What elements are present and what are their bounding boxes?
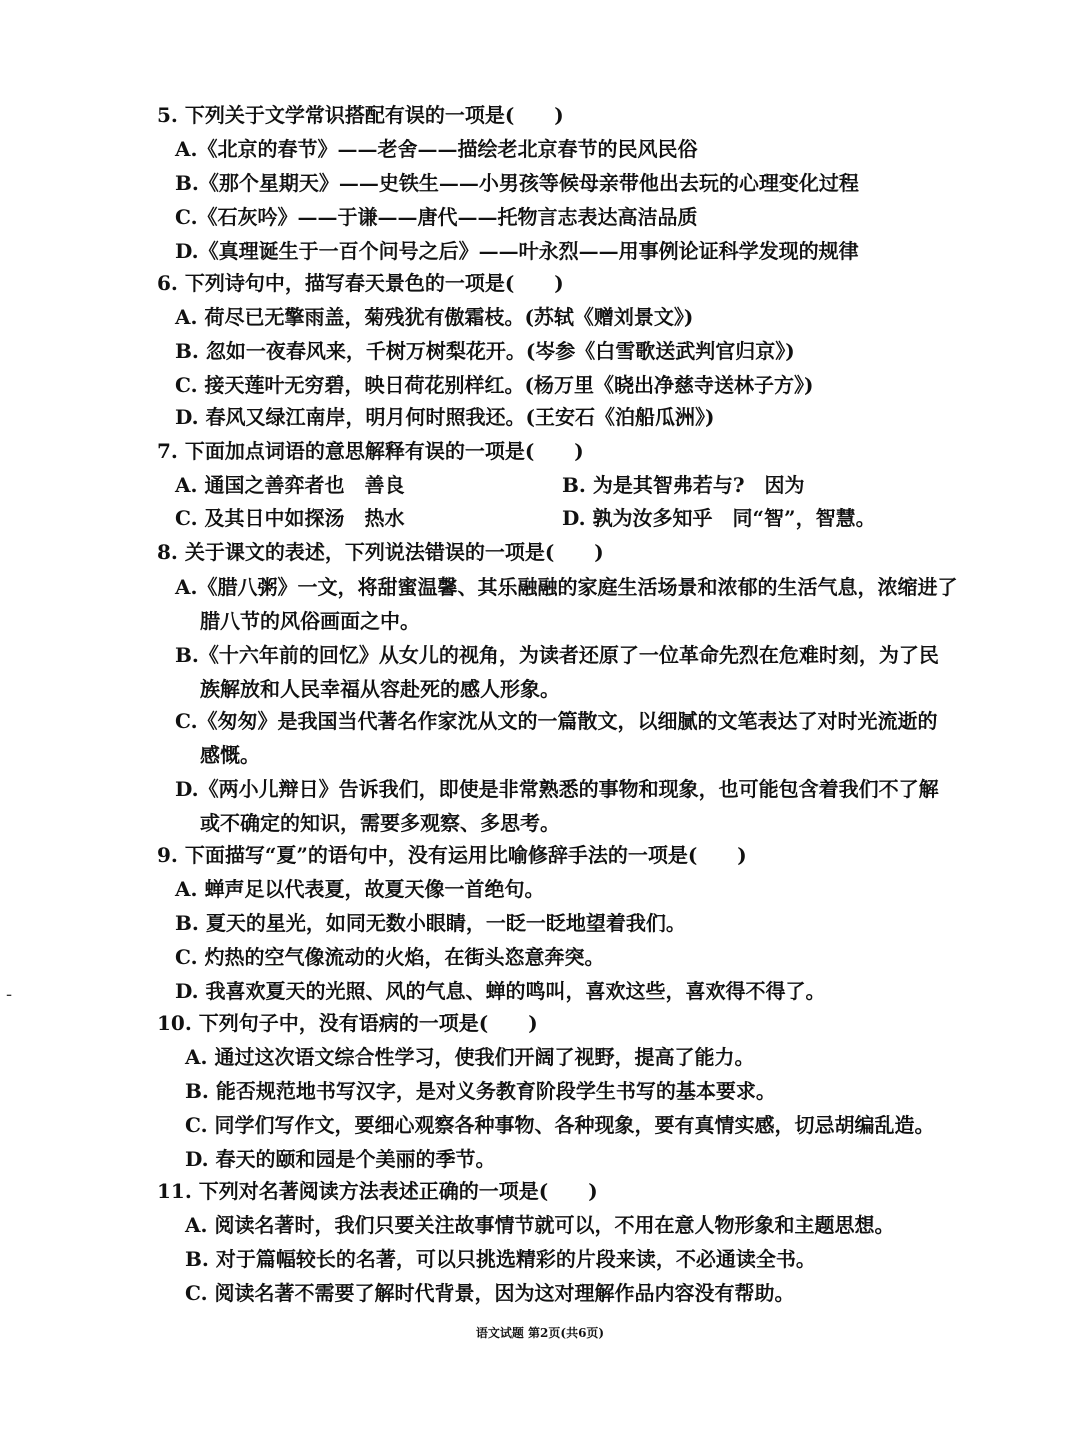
- question-9-option-d: D. 我喜欢夏天的光照、风的气息、蝉的鸣叫，喜欢这些，喜欢得不得了。: [175, 979, 826, 1003]
- question-6-option-c: C. 接天莲叶无穷碧，映日荷花别样红。(杨万里《晓出净慈寺送林子方》): [175, 373, 814, 397]
- question-7-stem: 7. 下面加点词语的意思解释有误的一项是( ): [157, 439, 584, 463]
- question-8-option-a-line-2: 腊八节的风俗画面之中。: [200, 609, 420, 633]
- question-7-option-d: D. 孰为汝多知乎 同“智”，智慧。: [562, 506, 876, 530]
- question-5-option-c: C.《石灰吟》——于谦——唐代——托物言志表达高洁品质: [175, 205, 698, 229]
- question-10-option-c: C. 同学们写作文，要细心观察各种事物、各种现象，要有真情实感，切忌胡编乱造。: [185, 1113, 935, 1137]
- question-7-option-c: C. 及其日中如探汤 热水: [175, 506, 405, 530]
- question-8-option-c-line-1: C.《匆匆》是我国当代著名作家沈从文的一篇散文，以细腻的文笔表达了对时光流逝的: [175, 709, 938, 733]
- question-10-option-d: D. 春天的颐和园是个美丽的季节。: [185, 1147, 496, 1171]
- question-9-option-a: A. 蝉声足以代表夏，故夏天像一首绝句。: [175, 877, 545, 901]
- question-6-option-d: D. 春风又绿江南岸，明月何时照我还。(王安石《泊船瓜洲》): [175, 405, 715, 429]
- page-footer: 语文试题 第2页(共6页): [475, 1326, 605, 1340]
- question-8-option-b-line-2: 族解放和人民幸福从容赴死的感人形象。: [200, 677, 560, 701]
- question-6-option-a: A. 荷尽已无擎雨盖，菊残犹有傲霜枝。(苏轼《赠刘景文》): [175, 305, 694, 329]
- question-9-stem: 9. 下面描写“夏”的语句中，没有运用比喻修辞手法的一项是( ): [157, 843, 747, 867]
- question-9-option-b: B. 夏天的星光，如同无数小眼睛，一眨一眨地望着我们。: [175, 911, 686, 935]
- question-10-option-b: B. 能否规范地书写汉字，是对义务教育阶段学生书写的基本要求。: [185, 1079, 776, 1103]
- question-7-option-b: B. 为是其智弗若与? 因为: [562, 473, 805, 497]
- question-10-option-a: A. 通过这次语文综合性学习，使我们开阔了视野，提高了能力。: [185, 1045, 755, 1069]
- question-8-option-d-line-2: 或不确定的知识，需要多观察、多思考。: [200, 811, 560, 835]
- question-8-option-d-line-1: D.《两小儿辩日》告诉我们，即使是非常熟悉的事物和现象，也可能包含着我们不了解: [175, 777, 939, 801]
- question-8-option-c-line-2: 感慨。: [200, 743, 260, 767]
- question-11-option-a: A. 阅读名著时，我们只要关注故事情节就可以，不用在意人物形象和主题思想。: [185, 1213, 895, 1237]
- question-5-option-d: D.《真理诞生于一百个问号之后》——叶永烈——用事例论证科学发现的规律: [175, 239, 859, 263]
- question-7-option-a: A. 通国之善弈者也 善良: [175, 473, 405, 497]
- question-6-option-b: B. 忽如一夜春风来，千树万树梨花开。(岑参《白雪歌送武判官归京》): [175, 339, 795, 363]
- question-11-option-b: B. 对于篇幅较长的名著，可以只挑选精彩的片段来读，不必通读全书。: [185, 1247, 816, 1271]
- question-8-stem: 8. 关于课文的表述，下列说法错误的一项是( ): [157, 540, 604, 564]
- question-5-stem: 5. 下列关于文学常识搭配有误的一项是( ): [157, 103, 564, 127]
- question-5-option-a: A.《北京的春节》——老舍——描绘老北京春节的民风民俗: [175, 137, 698, 161]
- question-11-option-c: C. 阅读名著不需要了解时代背景，因为这对理解作品内容没有帮助。: [185, 1281, 795, 1305]
- question-9-option-c: C. 灼热的空气像流动的火焰，在街头恣意奔突。: [175, 945, 605, 969]
- question-8-option-a-line-1: A.《腊八粥》一文，将甜蜜温馨、其乐融融的家庭生活场景和浓郁的生活气息，浓缩进了: [175, 575, 958, 599]
- question-10-stem: 10. 下列句子中，没有语病的一项是( ): [157, 1011, 538, 1035]
- question-6-stem: 6. 下列诗句中，描写春天景色的一项是( ): [157, 271, 564, 295]
- margin-mark: -: [6, 984, 13, 1005]
- question-11-stem: 11. 下列对名著阅读方法表述正确的一项是( ): [157, 1179, 598, 1203]
- question-8-option-b-line-1: B.《十六年前的回忆》从女儿的视角，为读者还原了一位革命先烈在危难时刻，为了民: [175, 643, 939, 667]
- question-5-option-b: B.《那个星期天》——史铁生——小男孩等候母亲带他出去玩的心理变化过程: [175, 171, 859, 195]
